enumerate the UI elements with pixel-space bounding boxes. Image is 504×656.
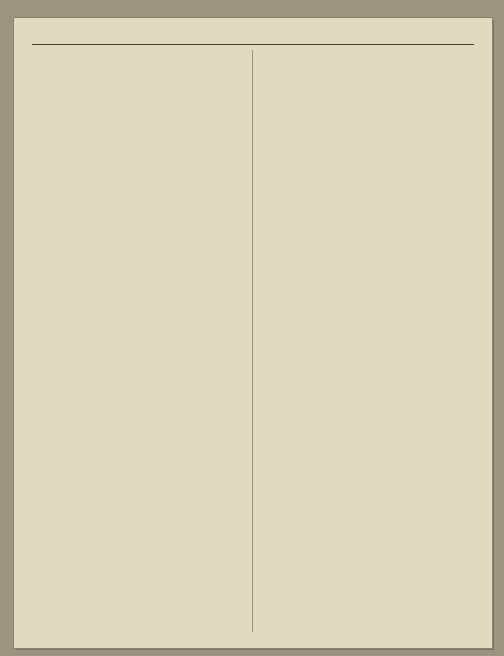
paragraph	[260, 68, 474, 77]
paragraph	[32, 206, 246, 215]
paragraph	[260, 225, 474, 234]
paragraph	[32, 50, 246, 59]
paragraph	[32, 197, 246, 206]
paragraph	[260, 188, 474, 197]
paragraph	[260, 215, 474, 224]
paragraph	[32, 105, 246, 114]
paragraph	[32, 179, 246, 188]
paragraph	[260, 151, 474, 160]
text-column-right	[260, 50, 474, 632]
paragraph	[32, 78, 246, 87]
paragraph	[260, 142, 474, 151]
paragraph	[260, 197, 474, 206]
paragraph	[260, 160, 474, 169]
paragraph	[32, 225, 246, 234]
text-column-left	[32, 50, 246, 632]
paragraph	[32, 160, 246, 169]
paragraph	[32, 59, 246, 68]
paragraph	[32, 169, 246, 178]
paragraph	[32, 151, 246, 160]
paragraph	[260, 78, 474, 87]
page-number	[32, 26, 474, 42]
paragraph	[260, 50, 474, 59]
column-divider	[252, 50, 253, 632]
paragraph	[260, 169, 474, 178]
paragraph	[32, 114, 246, 123]
paragraph	[32, 124, 246, 133]
paragraph	[260, 96, 474, 105]
newspaper-page	[14, 18, 492, 648]
paragraph	[32, 133, 246, 142]
paragraph	[260, 179, 474, 188]
paragraph	[32, 188, 246, 197]
paragraph	[32, 215, 246, 224]
paragraph	[32, 87, 246, 96]
paragraph	[260, 243, 474, 252]
header-rule	[32, 44, 474, 45]
paragraph	[32, 142, 246, 151]
paragraph	[32, 96, 246, 105]
paragraph	[260, 234, 474, 243]
paragraph	[32, 68, 246, 77]
paragraph	[260, 114, 474, 123]
paragraph	[260, 59, 474, 68]
paragraph	[260, 105, 474, 114]
paragraph	[260, 87, 474, 96]
paragraph	[260, 206, 474, 215]
paragraph	[260, 133, 474, 142]
paragraph	[260, 124, 474, 133]
